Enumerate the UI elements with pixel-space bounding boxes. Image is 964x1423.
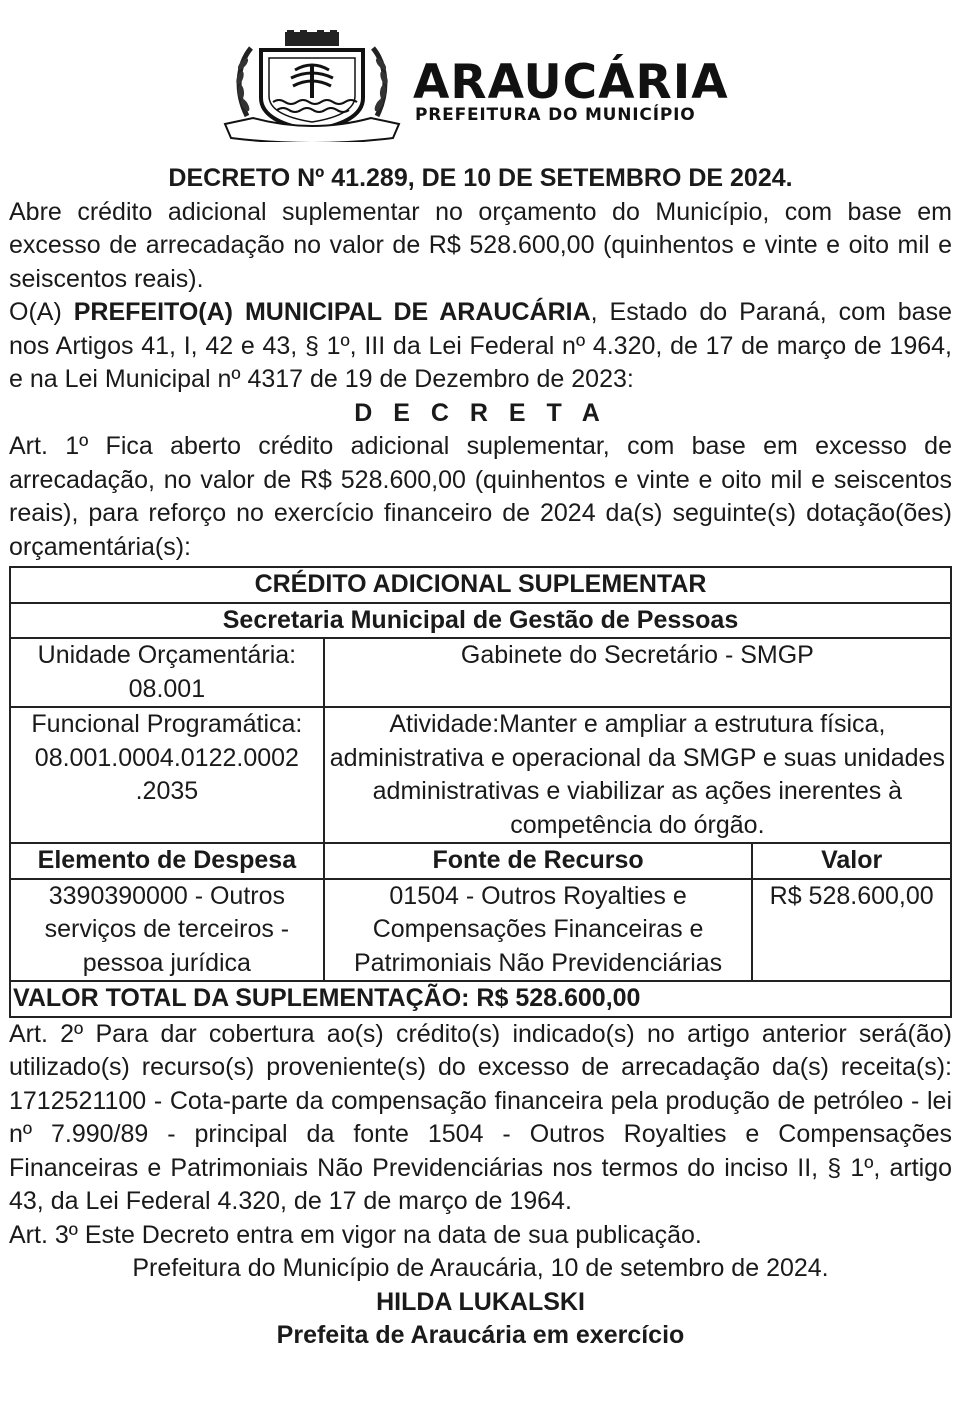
brand-name: ARAUCÁRIA — [413, 55, 729, 110]
municipal-crest-logo — [223, 30, 401, 142]
brand-subtitle: PREFEITURA DO MUNICÍPIO — [415, 105, 696, 125]
budget-table — [9, 566, 952, 1018]
column-header-valor: Valor — [752, 843, 951, 879]
table-secretaria: Secretaria Municipal de Gestão de Pessoas — [10, 603, 951, 639]
preamble-authority: PREFEITO(A) MUNICIPAL DE ARAUCÁRIA — [73, 298, 591, 326]
column-header-fonte: Fonte de Recurso — [324, 843, 753, 879]
unidade-value: Gabinete do Secretário - SMGP — [324, 638, 951, 707]
table-heading: CRÉDITO ADICIONAL SUPLEMENTAR — [10, 567, 951, 603]
decree-title: DECRETO Nº 41.289, DE 10 DE SETEMBRO DE 2024. — [168, 164, 793, 192]
decree-page — [9, 0, 952, 1353]
funcional-label: Funcional Programática: 08.001.0004.0122.0002 .2035 — [10, 707, 324, 843]
header — [9, 0, 952, 150]
row-elemento: 3390390000 - Outros serviços de terceiros - pessoa jurídica — [10, 879, 324, 982]
place-date: Prefeitura do Município de Araucária, 10 de setembro de 2024. — [132, 1254, 829, 1282]
decree-preamble — [9, 296, 952, 397]
article-1: Art. 1º Fica aberto crédito adicional suplementar, com base em excesso de arrecadação, no valor de R$ 528.600,00 (quinhentos e vinte e oito mil e seiscentos reais), para reforço no exercício financeiro de 2024 da(s) seguinte(s) dotação(ões) orçamentária(s): — [9, 432, 952, 561]
signer-name: HILDA LUKALSKI — [376, 1287, 585, 1316]
unidade-label: Unidade Orçamentária: 08.001 — [10, 638, 324, 707]
article-3: Art. 3º Este Decreto entra em vigor na data de sua publicação. — [9, 1220, 702, 1249]
brand-block — [413, 55, 729, 125]
funcional-value: Atividade:Manter e ampliar a estrutura física, administrativa e operacional da SMGP e suas unidades administrativas e viabilizar as ações inerentes à competência do órgão. — [324, 707, 951, 843]
table-total: VALOR TOTAL DA SUPLEMENTAÇÃO: R$ 528.600,00 — [10, 981, 951, 1017]
decree-summary: Abre crédito adicional suplementar no orçamento do Município, com base em excesso de arrecadação no valor de R$ 528.600,00 (quinhentos e vinte e oito mil e seiscentos reais). — [9, 197, 952, 293]
table-row — [10, 879, 951, 982]
preamble-prefix: O(A) — [9, 298, 74, 326]
row-valor: R$ 528.600,00 — [752, 879, 951, 982]
preamble-rest: , Estado do Paraná, com base nos Artigos 41, I, 42 e 43, § 1º, III da Lei Federal nº 4.320, de 17 de março de 1964, e na Lei Municipal nº 4317 de 19 de Dezembro de 2023: — [9, 298, 952, 393]
signer-role: Prefeita de Araucária em exercício — [276, 1321, 685, 1349]
row-fonte: 01504 - Outros Royalties e Compensações Financeiras e Patrimoniais Não Previdenciárias — [324, 879, 753, 982]
article-2: Art. 2º Para dar cobertura ao(s) crédito(s) indicado(s) no artigo anterior será(ão) utilizado(s) recurso(s) proveniente(s) do excesso de arrecadação da(s) receita(s): 1712521100 - Cota-parte da compensação financeira pela produção de petróleo - lei nº 7.990/89 - principal da fonte 1504 - Outros Royalties e Compensações Financeiras e Patrimoniais Não Previdenciárias nos termos do inciso II, § 1º, artigo 43, da Lei Federal 4.320, de 17 de março de 1964. — [9, 1019, 952, 1215]
decreta-heading: D E C R E T A — [354, 398, 607, 427]
column-header-elemento: Elemento de Despesa — [10, 843, 324, 879]
